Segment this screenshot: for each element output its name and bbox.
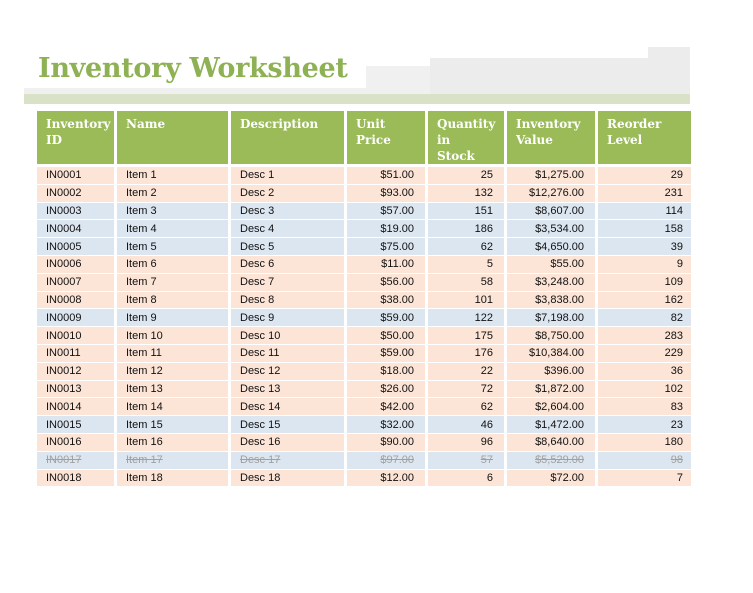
inventory-id-cell[interactable]: IN0010 [37,327,117,345]
quantity-cell[interactable]: 5 [428,256,507,274]
quantity-cell[interactable]: 62 [428,398,507,416]
inventory-value-cell[interactable]: $3,534.00 [507,220,598,238]
unit-price-cell[interactable]: $11.00 [347,256,428,274]
reorder-level-cell[interactable]: 229 [598,345,691,363]
quantity-cell[interactable]: 101 [428,292,507,310]
table-row[interactable] [37,327,691,345]
unit-price-cell[interactable]: $59.00 [347,345,428,363]
inventory-value-cell[interactable]: $5,529.00 [507,452,598,470]
reorder-level-cell[interactable]: 283 [598,327,691,345]
inventory-value-cell[interactable]: $2,604.00 [507,398,598,416]
description-cell[interactable]: Desc 13 [231,381,347,399]
unit-price-cell[interactable]: $50.00 [347,327,428,345]
inventory-id-cell[interactable]: IN0003 [37,203,117,221]
reorder-level-cell[interactable]: 82 [598,309,691,327]
inventory-value-cell[interactable]: $8,640.00 [507,434,598,452]
description-cell[interactable]: Desc 16 [231,434,347,452]
inventory-id-cell[interactable]: IN0016 [37,434,117,452]
unit-price-cell[interactable]: $51.00 [347,167,428,185]
inventory-id-cell[interactable]: IN0018 [37,470,117,488]
quantity-cell[interactable]: 175 [428,327,507,345]
table-row[interactable] [37,434,691,452]
table-row[interactable] [37,274,691,292]
reorder-level-cell[interactable]: 180 [598,434,691,452]
unit-price-cell[interactable]: $97.00 [347,452,428,470]
inventory-value-cell[interactable]: $1,872.00 [507,381,598,399]
unit-price-cell[interactable]: $57.00 [347,203,428,221]
table-row[interactable] [37,238,691,256]
inventory-id-cell[interactable]: IN0007 [37,274,117,292]
inventory-value-cell[interactable]: $1,275.00 [507,167,598,185]
name-cell[interactable]: Item 10 [117,327,231,345]
name-cell[interactable]: Item 12 [117,363,231,381]
unit-price-cell[interactable]: $32.00 [347,416,428,434]
name-cell[interactable]: Item 7 [117,274,231,292]
description-cell[interactable]: Desc 7 [231,274,347,292]
reorder-level-cell[interactable]: 23 [598,416,691,434]
description-cell[interactable]: Desc 17 [231,452,347,470]
description-cell[interactable]: Desc 4 [231,220,347,238]
inventory-value-cell[interactable]: $10,384.00 [507,345,598,363]
name-cell[interactable]: Item 2 [117,185,231,203]
unit-price-cell[interactable]: $93.00 [347,185,428,203]
inventory-id-cell[interactable]: IN0017 [37,452,117,470]
unit-price-cell[interactable]: $26.00 [347,381,428,399]
column-header-quantity-in-stock[interactable]: Quantity in Stock [428,111,507,167]
name-cell[interactable]: Item 15 [117,416,231,434]
description-cell[interactable]: Desc 3 [231,203,347,221]
description-cell[interactable]: Desc 8 [231,292,347,310]
header-row [37,111,691,167]
inventory-value-cell[interactable]: $8,750.00 [507,327,598,345]
inventory-table [37,111,691,487]
quantity-cell[interactable]: 25 [428,167,507,185]
name-cell[interactable]: Item 14 [117,398,231,416]
column-header-reorder-level[interactable]: Reorder Level [598,111,691,167]
unit-price-cell[interactable]: $59.00 [347,309,428,327]
name-cell[interactable]: Item 8 [117,292,231,310]
quantity-cell[interactable]: 122 [428,309,507,327]
banner-decoration [648,47,690,61]
inventory-id-cell[interactable]: IN0001 [37,167,117,185]
unit-price-cell[interactable]: $90.00 [347,434,428,452]
inventory-id-cell[interactable]: IN0008 [37,292,117,310]
unit-price-cell[interactable]: $38.00 [347,292,428,310]
column-header-description[interactable]: Description [231,111,347,167]
unit-price-cell[interactable]: $75.00 [347,238,428,256]
reorder-level-cell[interactable]: 231 [598,185,691,203]
table-row[interactable] [37,345,691,363]
banner-decoration [366,66,430,90]
inventory-id-cell[interactable]: IN0013 [37,381,117,399]
name-cell[interactable]: Item 11 [117,345,231,363]
description-cell[interactable]: Desc 9 [231,309,347,327]
table-row[interactable] [37,470,691,488]
inventory-id-cell[interactable]: IN0011 [37,345,117,363]
description-cell[interactable]: Desc 15 [231,416,347,434]
description-cell[interactable]: Desc 11 [231,345,347,363]
table-row[interactable] [37,452,691,470]
inventory-id-cell[interactable]: IN0004 [37,220,117,238]
inventory-value-cell[interactable]: $3,248.00 [507,274,598,292]
table-row[interactable] [37,398,691,416]
quantity-cell[interactable]: 46 [428,416,507,434]
inventory-value-cell[interactable]: $396.00 [507,363,598,381]
description-cell[interactable]: Desc 2 [231,185,347,203]
name-cell[interactable]: Item 3 [117,203,231,221]
inventory-id-cell[interactable]: IN0009 [37,309,117,327]
name-cell[interactable]: Item 18 [117,470,231,488]
unit-price-cell[interactable]: $18.00 [347,363,428,381]
banner-decoration [430,58,690,94]
reorder-level-cell[interactable]: 158 [598,220,691,238]
column-header-inventory-value[interactable]: Inventory Value [507,111,598,167]
reorder-level-cell[interactable]: 83 [598,398,691,416]
reorder-level-cell[interactable]: 7 [598,470,691,488]
name-cell[interactable]: Item 5 [117,238,231,256]
unit-price-cell[interactable]: $42.00 [347,398,428,416]
table-row[interactable] [37,220,691,238]
quantity-cell[interactable]: 96 [428,434,507,452]
reorder-level-cell[interactable]: 109 [598,274,691,292]
quantity-cell[interactable]: 6 [428,470,507,488]
table-row[interactable] [37,416,691,434]
quantity-cell[interactable]: 176 [428,345,507,363]
table-row[interactable] [37,256,691,274]
unit-price-cell[interactable]: $19.00 [347,220,428,238]
quantity-cell[interactable]: 22 [428,363,507,381]
table-row[interactable] [37,203,691,221]
name-cell[interactable]: Item 4 [117,220,231,238]
column-header-name[interactable]: Name [117,111,231,167]
description-cell[interactable]: Desc 12 [231,363,347,381]
reorder-level-cell[interactable]: 162 [598,292,691,310]
inventory-id-cell[interactable]: IN0014 [37,398,117,416]
page-title: Inventory Worksheet [38,53,348,84]
name-cell[interactable]: Item 16 [117,434,231,452]
column-header-unit-price[interactable]: Unit Price [347,111,428,167]
inventory-value-cell[interactable]: $4,650.00 [507,238,598,256]
name-cell[interactable]: Item 17 [117,452,231,470]
inventory-value-cell[interactable]: $12,276.00 [507,185,598,203]
reorder-level-cell[interactable]: 9 [598,256,691,274]
reorder-level-cell[interactable]: 29 [598,167,691,185]
quantity-cell[interactable]: 186 [428,220,507,238]
inventory-id-cell[interactable]: IN0015 [37,416,117,434]
name-cell[interactable]: Item 6 [117,256,231,274]
name-cell[interactable]: Item 1 [117,167,231,185]
inventory-id-cell[interactable]: IN0012 [37,363,117,381]
table-row[interactable] [37,309,691,327]
quantity-cell[interactable]: 132 [428,185,507,203]
table-row[interactable] [37,185,691,203]
description-cell[interactable]: Desc 5 [231,238,347,256]
inventory-id-cell[interactable]: IN0002 [37,185,117,203]
description-cell[interactable]: Desc 18 [231,470,347,488]
unit-price-cell[interactable]: $56.00 [347,274,428,292]
inventory-value-cell[interactable]: $3,838.00 [507,292,598,310]
name-cell[interactable]: Item 9 [117,309,231,327]
description-cell[interactable]: Desc 10 [231,327,347,345]
table-header [37,111,691,167]
description-cell[interactable]: Desc 6 [231,256,347,274]
reorder-level-cell[interactable]: 114 [598,203,691,221]
inventory-id-cell[interactable]: IN0006 [37,256,117,274]
inventory-value-cell[interactable]: $1,472.00 [507,416,598,434]
inventory-id-cell[interactable]: IN0005 [37,238,117,256]
unit-price-cell[interactable]: $12.00 [347,470,428,488]
table-row[interactable] [37,167,691,185]
table-body [37,167,691,487]
name-cell[interactable]: Item 13 [117,381,231,399]
column-header-inventory-id[interactable]: Inventory ID [37,111,117,167]
description-cell[interactable]: Desc 14 [231,398,347,416]
quantity-cell[interactable]: 151 [428,203,507,221]
reorder-level-cell[interactable]: 98 [598,452,691,470]
quantity-cell[interactable]: 57 [428,452,507,470]
quantity-cell[interactable]: 58 [428,274,507,292]
table-row[interactable] [37,381,691,399]
reorder-level-cell[interactable]: 39 [598,238,691,256]
quantity-cell[interactable]: 72 [428,381,507,399]
reorder-level-cell[interactable]: 36 [598,363,691,381]
title-banner [0,0,753,110]
inventory-value-cell[interactable]: $72.00 [507,470,598,488]
quantity-cell[interactable]: 62 [428,238,507,256]
inventory-value-cell[interactable]: $8,607.00 [507,203,598,221]
inventory-value-cell[interactable]: $55.00 [507,256,598,274]
table-row[interactable] [37,292,691,310]
table-row[interactable] [37,363,691,381]
description-cell[interactable]: Desc 1 [231,167,347,185]
reorder-level-cell[interactable]: 102 [598,381,691,399]
inventory-value-cell[interactable]: $7,198.00 [507,309,598,327]
